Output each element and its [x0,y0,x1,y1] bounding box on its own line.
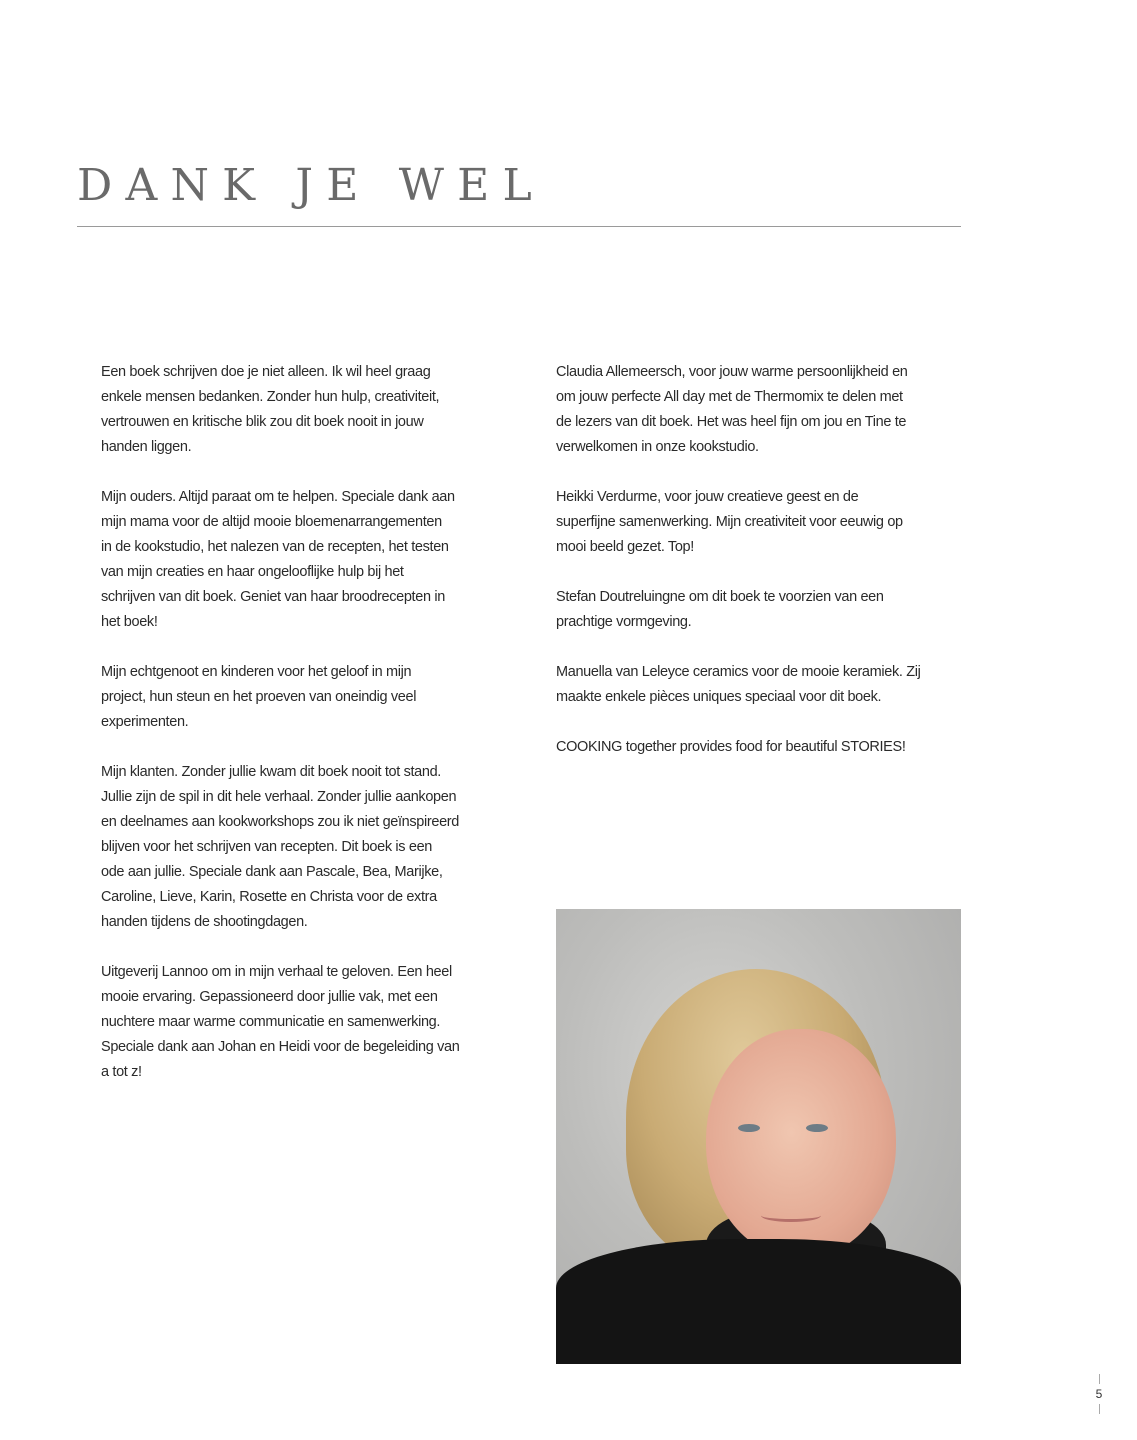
portrait-eye [806,1124,828,1132]
paragraph [556,660,976,710]
text-line: Manuella van Leleyce ceramics voor de mooie keramiek. Zij [556,664,921,680]
text-line: ode aan jullie. Speciale dank aan Pascale, Bea, Marijke, [101,864,443,880]
text-line: Speciale dank aan Johan en Heidi voor de begeleiding van [101,1039,460,1055]
text-line: blijven voor het schrijven van recepten. Dit boek is een [101,839,433,855]
page-number-tick [1099,1404,1100,1414]
text-line: om jouw perfecte All day met de Thermomix te delen met [556,389,903,405]
text-line: de lezers van dit boek. Het was heel fijn om jou en Tine te [556,414,907,430]
text-line: vertrouwen en kritische blik zou dit boek nooit in jouw [101,414,424,430]
paragraph [101,660,521,735]
text-line: nuchtere maar warme communicatie en samenwerking. [101,1014,441,1030]
paragraph [101,485,521,635]
title-divider [77,226,961,227]
left-column [101,360,521,1110]
portrait-sweater [556,1239,961,1364]
page-number-text: 5 [1095,1387,1103,1401]
text-line: mooi beeld gezet. Top! [556,539,694,555]
paragraph [101,760,521,935]
portrait-eye [738,1124,760,1132]
paragraph [556,735,976,760]
text-line: Claudia Allemeersch, voor jouw warme persoonlijkheid en [556,364,908,380]
text-line: Mijn echtgenoot en kinderen voor het geloof in mijn [101,664,412,680]
text-line: het boek! [101,614,158,630]
text-line: maakte enkele pièces uniques speciaal voor dit boek. [556,689,882,705]
text-line: handen tijdens de shootingdagen. [101,914,308,930]
author-portrait-photo [556,909,961,1364]
text-line: en deelnames aan kookworkshops zou ik niet geïnspireerd [101,814,459,830]
text-line: Stefan Doutreluingne om dit boek te voorzien van een [556,589,884,605]
text-line: handen liggen. [101,439,192,455]
portrait-face [706,1029,896,1259]
page-number-tick [1099,1374,1100,1384]
text-line: a tot z! [101,1064,142,1080]
text-line: Mijn ouders. Altijd paraat om te helpen. Speciale dank aan [101,489,455,505]
paragraph [556,585,976,635]
portrait-mouth [761,1209,821,1222]
page-number [1090,1374,1108,1414]
text-line: schrijven van dit boek. Geniet van haar broodrecepten in [101,589,445,605]
text-line: experimenten. [101,714,189,730]
paragraph [101,960,521,1085]
text-line: van mijn creaties en haar ongelooflijke hulp bij het [101,564,404,580]
text-line: Uitgeverij Lannoo om in mijn verhaal te geloven. Een heel [101,964,452,980]
text-line: project, hun steun en het proeven van oneindig veel [101,689,417,705]
text-line: Jullie zijn de spil in dit hele verhaal. Zonder jullie aankopen [101,789,457,805]
text-line: mooie ervaring. Gepassioneerd door jullie vak, met een [101,989,438,1005]
text-line: enkele mensen bedanken. Zonder hun hulp, creativiteit, [101,389,440,405]
text-line: mijn mama voor de altijd mooie bloemenarrangementen [101,514,442,530]
paragraph [101,360,521,460]
text-line: verwelkomen in onze kookstudio. [556,439,759,455]
paragraph [556,360,976,460]
paragraph [556,485,976,560]
text-line: prachtige vormgeving. [556,614,692,630]
text-line: COOKING together provides food for beautiful STORIES! [556,739,906,755]
page-title: DANK JE WEL [77,160,545,211]
text-line: in de kookstudio, het nalezen van de recepten, het testen [101,539,449,555]
text-line: Caroline, Lieve, Karin, Rosette en Christa voor de extra [101,889,437,905]
text-line: Mijn klanten. Zonder jullie kwam dit boek nooit tot stand. [101,764,441,780]
text-line: Heikki Verdurme, voor jouw creatieve geest en de [556,489,859,505]
text-line: Een boek schrijven doe je niet alleen. Ik wil heel graag [101,364,431,380]
text-line: superfijne samenwerking. Mijn creativiteit voor eeuwig op [556,514,903,530]
right-column [556,360,976,785]
